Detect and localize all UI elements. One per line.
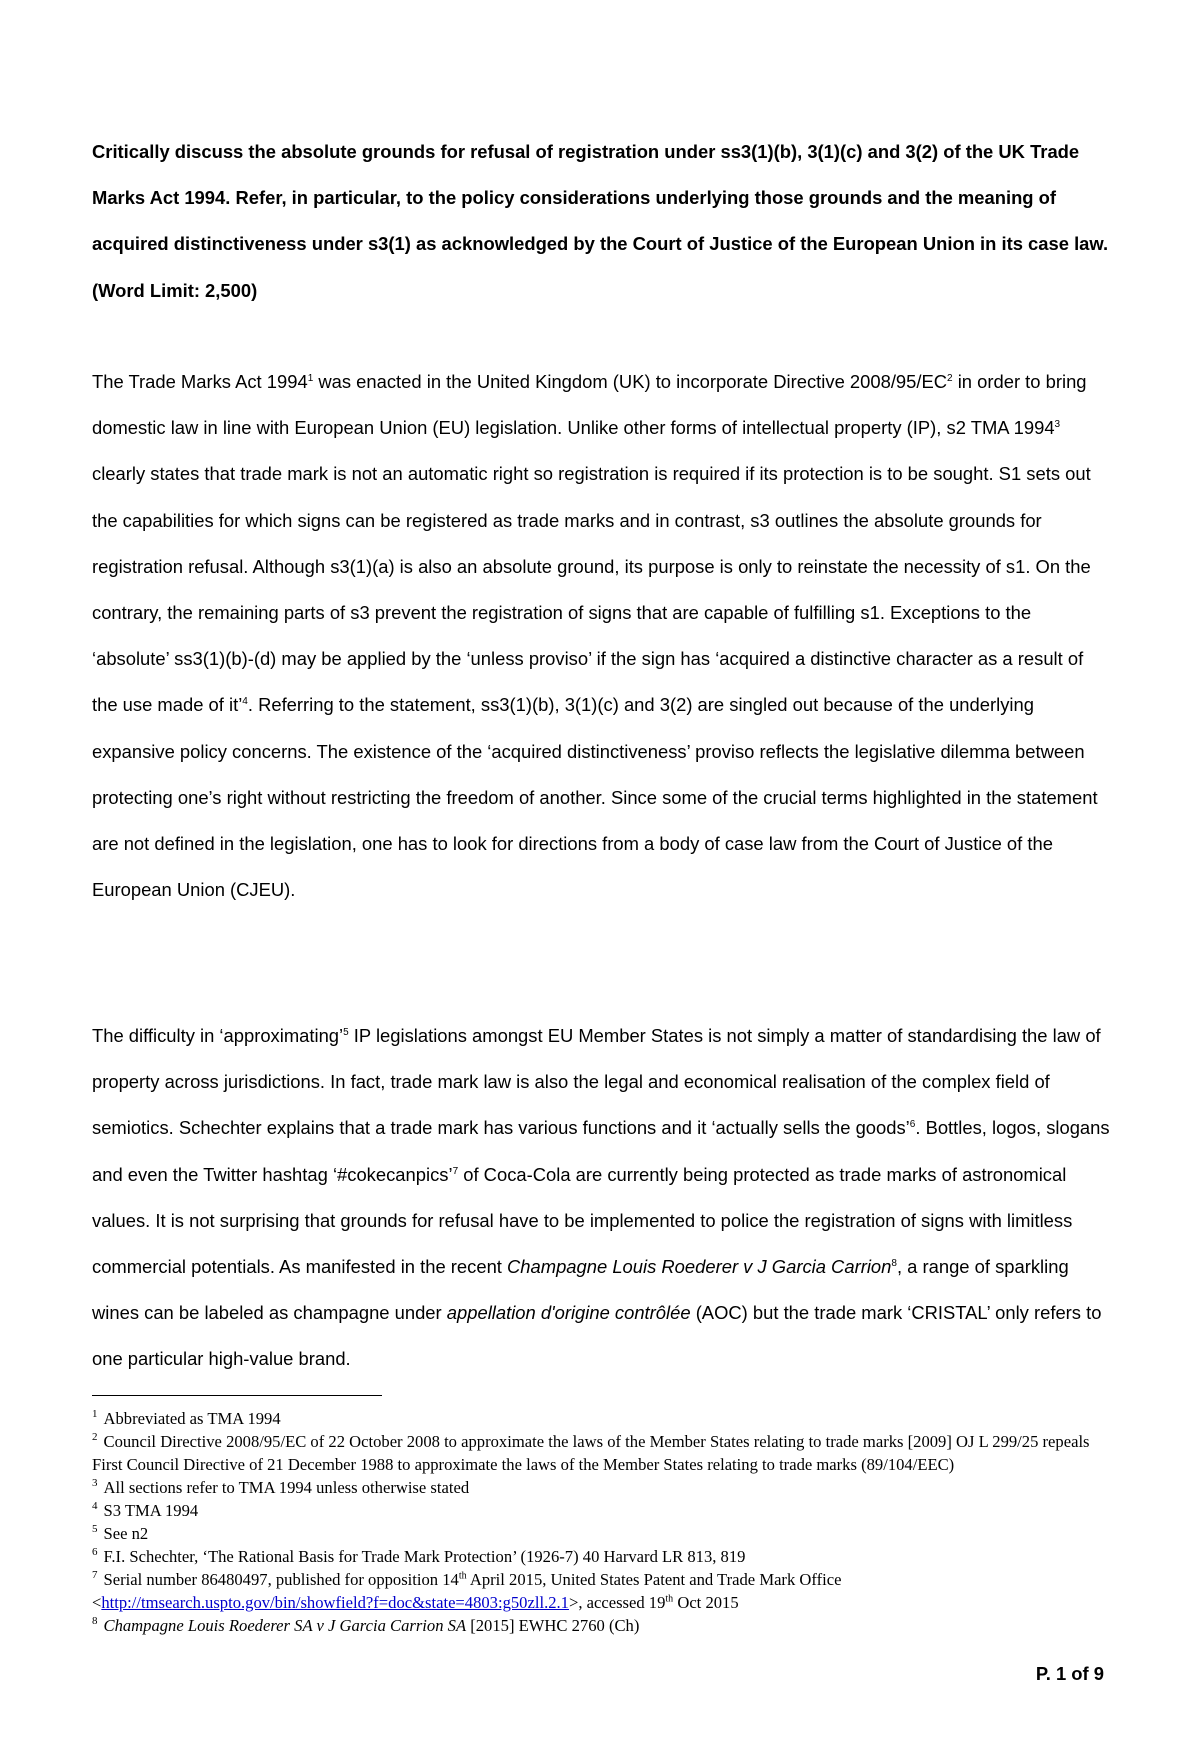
- footnote-5: $^5$ See n2: [92, 1523, 149, 1543]
- footnote-ref-4[interactable]: 4: [242, 696, 248, 708]
- footnote-ref-7[interactable]: 7: [452, 1165, 459, 1177]
- footnote-ref-3[interactable]: 3: [1054, 419, 1061, 431]
- footnote-6: $^6$ F.I. Schechter, ‘The Rational Basis for Trade Mark Protection’ (1926-7) 40 Harvard LR 813, 819: [92, 1546, 746, 1566]
- aoc-term: appellation d'origine contrôlée: [446, 1302, 691, 1324]
- footnote-8: $^8$ Champagne Louis Roederer SA v J Garcia Carrion SA [2015] EWHC 2760 (Ch): [92, 1615, 640, 1635]
- footnote-ref-6[interactable]: 6: [909, 1119, 916, 1131]
- paragraph-2: The difficulty in ‘approximating’$^5$ IP legislations amongst EU Member States is not simply a matter of standardising the law of property across jurisdictions. In fact, trade mark law is also the legal and economical realisation of the complex field of semiotics. Schechter explains that a trade mark has various functions and it ‘actually sells the goods’$^6$. Bottles, logos, slogans and even the Twitter hashtag ‘#cokecanpics’$^7$ of Coca-Cola are currently being protected as trade marks of astronomical values. It is not surprising that grounds for refusal have to be implemented to police the registration of signs with limitless commercial potentials. As manifested in the recent Champagne Louis Roederer v J Garcia Carrion$^8$, a range of sparkling wines can be labeled as champagne under appellation d'origine contrôlée (AOC) but the trade mark ‘CRISTAL’ only refers to one particular high-value brand.: [92, 1025, 1110, 1370]
- footnote-ref-5[interactable]: 5: [343, 1026, 349, 1038]
- case-name: Champagne Louis Roederer v J Garcia Carrion: [507, 1256, 892, 1278]
- footnotes-list: [92, 1407, 1122, 1637]
- footnote-separator: [92, 1395, 382, 1396]
- footnote-3: $^3$ All sections refer to TMA 1994 unless otherwise stated: [92, 1477, 470, 1497]
- page-number: P. 1 of 9: [1035, 1663, 1104, 1684]
- footnote-ref-8[interactable]: 8: [891, 1257, 897, 1269]
- uspto-link[interactable]: http://tmsearch.uspto.gov/bin/showfield?f=doc&state=4803:g50zll.2.1: [101, 1593, 569, 1612]
- footnote-ref-2[interactable]: 2: [947, 372, 953, 384]
- footnote-4: $^4$ S3 TMA 1994: [92, 1500, 199, 1520]
- footnote-7: $^7$ Serial number 86480497, published for opposition 14th April 2015, United States Patent and Trade Mark Office <http://tmsearch.uspto.gov/bin/showfield?f=doc&state=4803:g50zll.2.1>, accessed 19th Oct 2015: [92, 1569, 842, 1612]
- paragraph-1: The Trade Marks Act 1994$^1$ was enacted in the United Kingdom (UK) to incorporate Directive $2008/95/EC^2$ in order to bring domestic law in line with European Union (EU) legislation. Unlike other forms of intellectual property (IP), s2 TMA 1994$^3$ clearly states that trade mark is not an automatic right so registration is required if its protection is to be sought. S1 sets out the capabilities for which signs can be registered as trade marks and in contrast, s3 outlines the absolute grounds for registration refusal. Although s3(1)(a) is also an absolute ground, its purpose is only to reinstate the necessity of s1. On the contrary, the remaining parts of s3 prevent the registration of signs that are capable of fulfilling s1. Exceptions to the ‘absolute’ ss3(1)(b)-(d) may be applied by the ‘unless proviso’ if the sign has ‘acquired a distinctive character as a result of the use made of it’$^4$. Referring to the statement, ss3(1)(b), 3(1)(c) and 3(2) are singled out because of the underlying expansive policy concerns. The existence of the ‘acquired distinctiveness’ proviso reflects the legislative dilemma between protecting one’s right without restricting the freedom of another. Since some of the crucial terms highlighted in the statement are not defined in the legislation, one has to look for directions from a body of case law from the Court of Justice of the European Union (CJEU).: [92, 371, 1098, 901]
- footnote-2: $^2$ Council Directive 2008/95/EC of 22 October 2008 to approximate the laws of the Member States relating to trade marks [2009] OJ L 299/25 repeals First Council Directive of 21 December 1988 to approximate the laws of the Member States relating to trade marks (89/104/EEC): [92, 1431, 1090, 1474]
- essay-question: Critically discuss the absolute grounds for refusal of registration under ss3(1)(b), 3(1)(c) and 3(2) of the UK Trade Marks Act 1994. Refer, in particular, to the policy considerations underlying those grounds and the meaning of acquired distinctiveness under s3(1) as acknowledged by the Court of Justice of the European Union in its case law. (Word Limit: 2,500): [92, 141, 1109, 301]
- footnote-ref-1[interactable]: 1: [307, 372, 314, 384]
- footnote-1: $^1$ Abbreviated as TMA 1994: [92, 1408, 281, 1428]
